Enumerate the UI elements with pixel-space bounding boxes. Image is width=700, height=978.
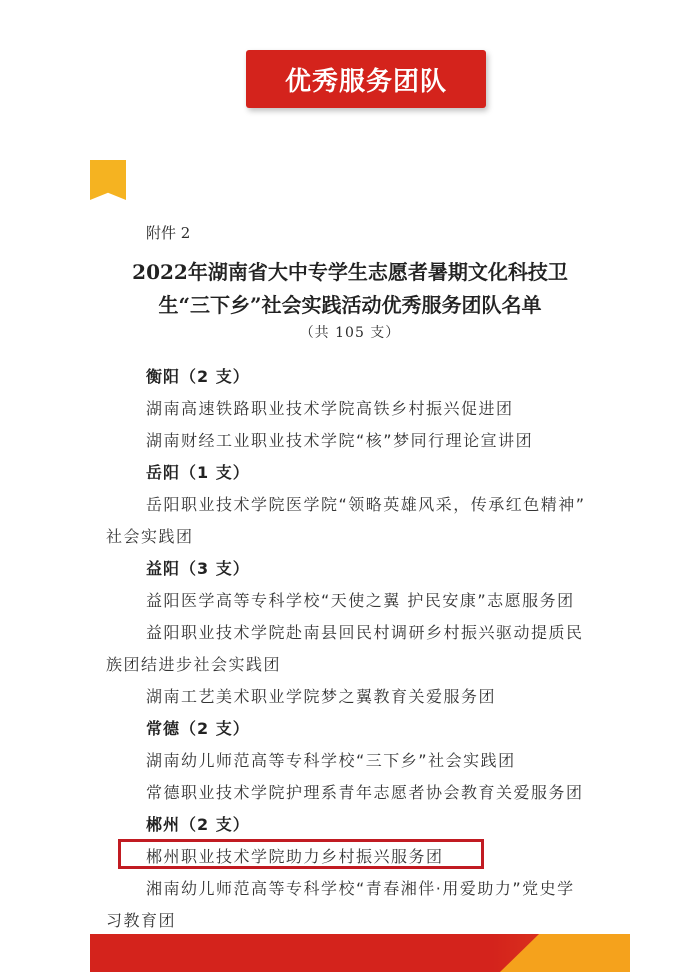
team-item: 益阳医学高等专科学校“天使之翼 护民安康”志愿服务团 — [146, 591, 575, 610]
team-item-continuation: 社会实践团 — [106, 527, 194, 546]
page-banner: 优秀服务团队 — [246, 50, 486, 108]
bookmark-icon — [90, 160, 126, 200]
document-title-line-2: 生“三下乡”社会实践活动优秀服务团队名单 — [158, 293, 542, 317]
region-heading-hengyang: 衡阳（2 支） — [146, 367, 250, 386]
team-item: 湖南高速铁路职业技术学院高铁乡村振兴促进团 — [146, 399, 514, 418]
team-item-continuation: 习教育团 — [106, 911, 177, 930]
region-heading-chenzhou: 郴州（2 支） — [146, 815, 250, 834]
team-item-highlighted: 郴州职业技术学院助力乡村振兴服务团 — [146, 847, 444, 866]
region-heading-yiyang: 益阳（3 支） — [146, 559, 250, 578]
team-item: 湘南幼儿师范高等专科学校“青春湘伴·用爱助力”党史学 — [146, 879, 575, 898]
team-item: 湖南工艺美术职业学院梦之翼教育关爱服务团 — [146, 687, 497, 706]
team-item-continuation: 族团结进步社会实践团 — [106, 655, 282, 674]
team-item: 常德职业技术学院护理系青年志愿者协会教育关爱服务团 — [146, 783, 584, 802]
team-item: 湖南财经工业职业技术学院“核”梦同行理论宣讲团 — [146, 431, 534, 450]
region-heading-yueyang: 岳阳（1 支） — [146, 463, 250, 482]
document-title-line-1: 2022年湖南省大中专学生志愿者暑期文化科技卫 — [132, 260, 568, 284]
region-heading-changde: 常德（2 支） — [146, 719, 250, 738]
team-item: 益阳职业技术学院赴南县回民村调研乡村振兴驱动提质民 — [146, 623, 584, 642]
team-count: （共 105 支） — [299, 325, 401, 341]
team-item: 湖南幼儿师范高等专科学校“三下乡”社会实践团 — [146, 751, 516, 770]
team-item: 岳阳职业技术学院医学院“领略英雄风采，传承红色精神” — [146, 495, 586, 514]
attachment-label: 附件 2 — [146, 224, 191, 242]
